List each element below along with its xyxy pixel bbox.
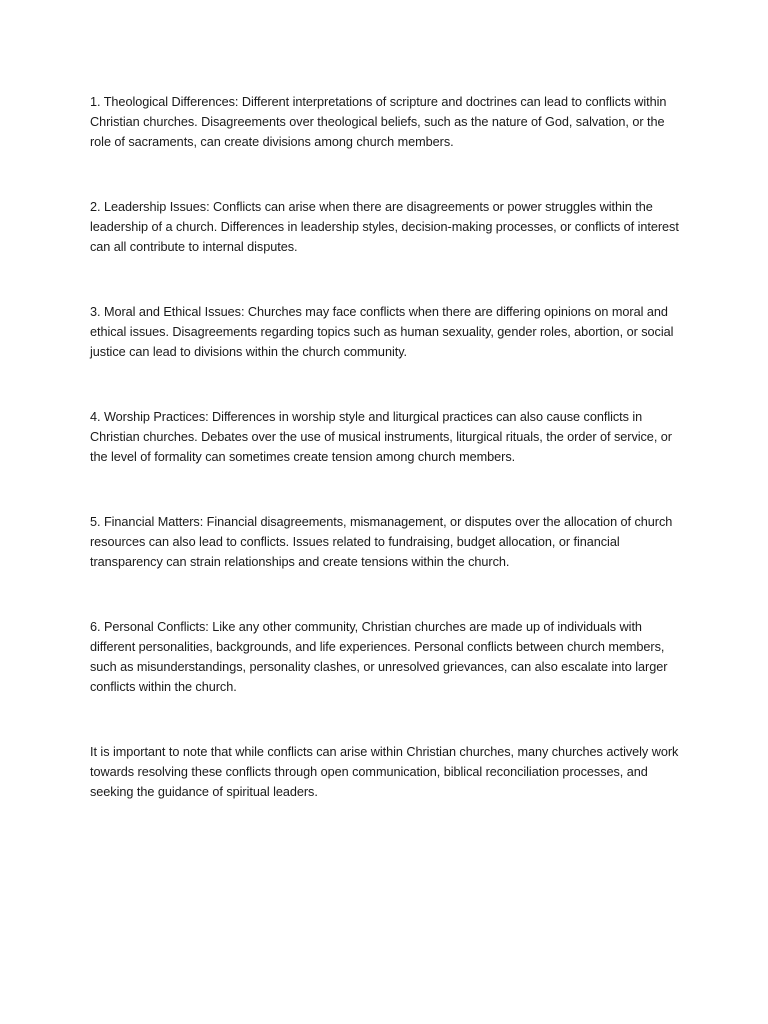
paragraph-worship-practices: 4. Worship Practices: Differences in worship style and liturgical practices can also cause conflicts in Christian churches. Debates over the use of musical instruments, liturgical rituals, the order of service, or the level of formality can sometimes create tension among church members. [90, 410, 672, 464]
paragraph-leadership-issues: 2. Leadership Issues: Conflicts can arise when there are disagreements or power struggles within the leadership of a church. Differences in leadership styles, decision-making processes, or conflicts of interest can all contribute to internal disputes. [90, 200, 679, 254]
paragraph-conclusion: It is important to note that while conflicts can arise within Christian churches, many churches actively work towards resolving these conflicts through open communication, biblical reconciliation processes, and seeking the guidance of spiritual leaders. [90, 745, 679, 799]
paragraph-personal-conflicts: 6. Personal Conflicts: Like any other community, Christian churches are made up of individuals with different personalities, backgrounds, and life experiences. Personal conflicts between church members, such as misunderstandings, personality clashes, or unresolved grievances, can also escalate into larger conflicts within the church. [90, 620, 668, 694]
paragraph-financial-matters: 5. Financial Matters: Financial disagreements, mismanagement, or disputes over the allocation of church resources can also lead to conflicts. Issues related to fundraising, budget allocation, or financial transparency can strain relationships and create tensions within the church. [90, 515, 673, 569]
paragraph-theological-differences: 1. Theological Differences: Different interpretations of scripture and doctrines can lead to conflicts within Christian churches. Disagreements over theological beliefs, such as the nature of God, salvation, or the role of sacraments, can create divisions among church members. [90, 95, 667, 149]
document-body [90, 92, 686, 847]
paragraph-moral-ethical-issues: 3. Moral and Ethical Issues: Churches may face conflicts when there are differing opinions on moral and ethical issues. Disagreements regarding topics such as human sexuality, gender roles, abortion, or social justice can lead to divisions within the church community. [90, 305, 674, 359]
